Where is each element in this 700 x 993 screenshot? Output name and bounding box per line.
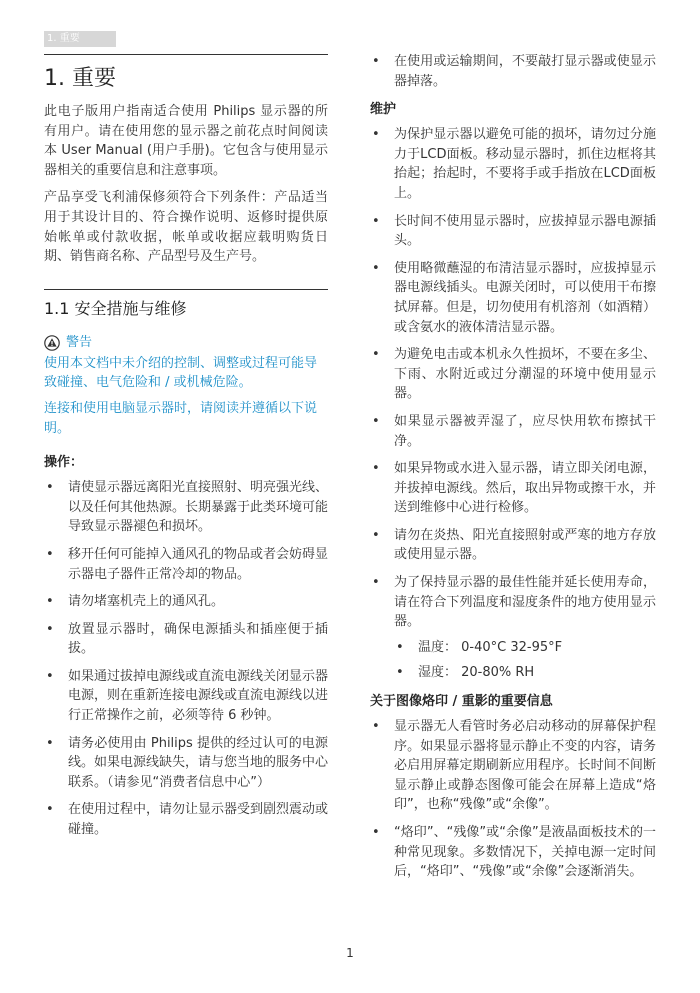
list-item: • 请勿堵塞机壳上的通风孔。 [44, 592, 328, 612]
right-column [370, 52, 656, 882]
list-item: • 请务必使用由 Philips 提供的经过认可的电源线。如果电源线缺失，请与您当地的服务中心联系。（请参见“消费者信息中心”） [44, 734, 328, 793]
warning-triangle-icon [44, 335, 60, 351]
list-item: • 如果通过拔掉电源线或直流电源线关闭显示器电源，则在重新连接电源线或直流电源线以进行正常操作之前，必须等待 6 秒钟。 [44, 667, 328, 726]
operation-list-continued [370, 52, 656, 91]
operation-list [44, 478, 328, 840]
list-item: • 如果异物或水进入显示器，请立即关闭电源，并拔掉电源线。然后，取出异物或擦干水，并送到维修中心进行检修。 [370, 459, 656, 518]
section-rule [44, 289, 328, 290]
maintenance-heading: 维护 [370, 102, 397, 118]
burn-in-list [370, 717, 656, 882]
chapter-title: 1. 重要 [44, 66, 116, 91]
list-item: • 使用略微蘸湿的布清洁显示器时，应拔掉显示器电源线插头。电源关闭时，可以使用干布擦拭屏幕。但是，切勿使用有机溶剂（如酒精）或含氨水的液体清洁显示器。 [370, 259, 656, 337]
list-item: • “烙印”、“残像”或“余像”是液晶面板技术的一种常见现象。多数情况下，关掉电源一定时间后，“烙印”、“残像”或“余像”会逐渐消失。 [370, 823, 656, 882]
page-number: 1 [346, 946, 354, 960]
list-item: • 显示器无人看管时务必启动移动的屏幕保护程序。如果显示器将显示静止不变的内容，请务必启用屏幕定期刷新应用程序。长时间不间断显示静止或静态图像可能会在屏幕上造成“烙印”，也称“残像”或“余像”。 [370, 717, 656, 815]
warning-heading [44, 334, 328, 352]
temperature-condition: • 温度： 0-40°C 32-95°F [394, 638, 656, 658]
list-item: • 为避免电击或本机永久性损坏，不要在多尘、下雨、水附近或过分潮湿的环境中使用显示器。 [370, 345, 656, 404]
list-item: • 如果显示器被弄湿了，应尽快用软布擦拭干净。 [370, 412, 656, 451]
maintenance-list [370, 125, 656, 683]
conditions-list [394, 638, 656, 683]
list-item [370, 573, 656, 683]
operation-heading: 操作： [44, 455, 84, 471]
list-item: • 移开任何可能掉入通风孔的物品或者会妨碍显示器电子器件正常冷却的物品。 [44, 545, 328, 584]
list-item: • 请勿在炎热、阳光直接照射或严寒的地方存放或使用显示器。 [370, 526, 656, 565]
list-item: • 在使用或运输期间，不要敲打显示器或使显示器掉落。 [370, 52, 656, 91]
humidity-condition: • 湿度： 20-80% RH [394, 663, 656, 683]
section-title: 1.1 安全措施与维修 [44, 298, 187, 318]
warning-text: 使用本文档中未介绍的控制、调整或过程可能导致碰撞、电气危险和 / 或机械危险。 [44, 355, 318, 391]
list-item: • 请使显示器远离阳光直接照射、明亮强光线、以及任何其他热源。长期暴露于此类环境可能导致显示器褪色和损坏。 [44, 478, 328, 537]
left-column [44, 58, 328, 840]
list-item: • 为保护显示器以避免可能的损坏，请勿过分施力于LCD面板。移动显示器时，抓住边框将其抬起；抬起时，不要将手或手指放在LCD面板上。 [370, 125, 656, 203]
warning-label: 警告 [66, 334, 93, 350]
list-item-text: 为了保持显示器的最佳性能并延长使用寿命，请在符合下列温度和湿度条件的地方使用显示器。 [394, 575, 656, 630]
list-item: • 长时间不使用显示器时，应拔掉显示器电源插头。 [370, 212, 656, 251]
chapter-tab: 1. 重要 [44, 31, 116, 47]
intro-paragraph: 此电子版用户指南适合使用 Philips 显示器的所有用户。请在使用您的显示器之前花点时间阅读本 User Manual (用户手册)。它包含与使用显示器相关的重要信息和注意事项。 [44, 104, 328, 178]
burn-in-heading: 关于图像烙印 / 重影的重要信息 [370, 694, 553, 710]
list-item: • 在使用过程中，请勿让显示器受到剧烈震动或碰撞。 [44, 800, 328, 839]
header-rule [44, 54, 328, 55]
list-item: • 放置显示器时，确保电源插头和插座便于插拔。 [44, 620, 328, 659]
warranty-paragraph: 产品享受飞利浦保修须符合下列条件：产品适当用于其设计目的、符合操作说明、返修时提供原始帐单或付款收据，帐单或收据应载明购货日期、销售商名称、产品型号及生产号。 [44, 190, 328, 265]
warning-text: 连接和使用电脑显示器时，请阅读并遵循以下说明。 [44, 400, 318, 436]
